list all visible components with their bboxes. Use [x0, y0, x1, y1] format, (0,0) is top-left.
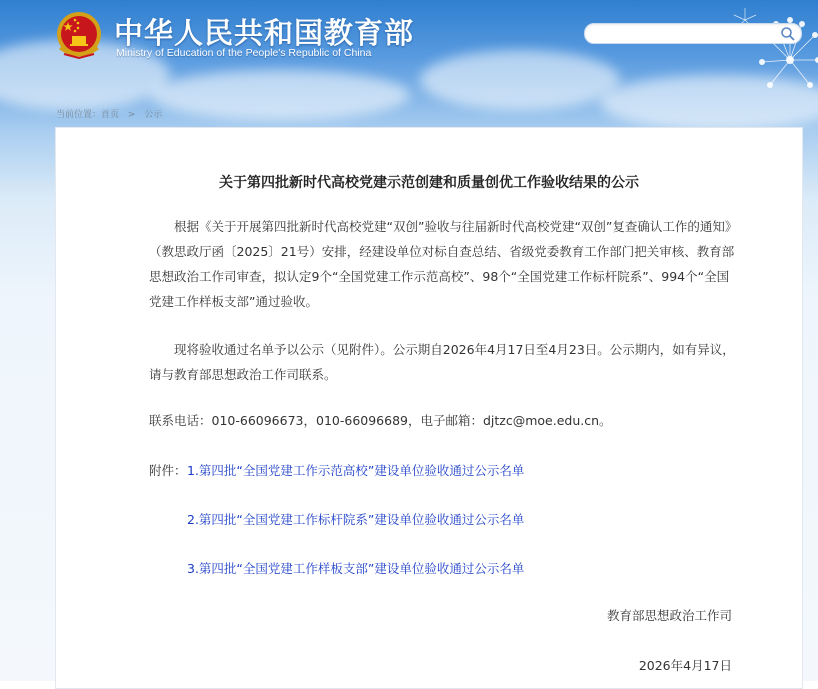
issuing-department: 教育部思想政治工作司 — [606, 608, 732, 623]
breadcrumb-home-link[interactable]: 首页 — [101, 110, 120, 120]
attachment-link-3[interactable]: 3.第四批“全国党建工作样板支部”建设单位验收通过公示名单 — [187, 561, 525, 576]
search-input[interactable] — [593, 25, 777, 44]
site-title[interactable]: 中华人民共和国教育部 — [114, 16, 415, 50]
article-paragraph-1: 根据《关于开展第四批新时代高校党建“双创”验收与往届新时代高校党建“双创”复查确认工作的通知》（教思政厅函〔2025〕21号）安排，经建设单位对标自查总结、省级党委教育工作部门把关审核、教育部思想政治工作司审查，拟认定9个“全国党建工作示范高校”、98个“全国党建工作标杆院系”、994个“全国党建工作样板支部”通过验收。 — [149, 219, 735, 309]
attachment-link-2[interactable]: 2.第四批“全国党建工作标杆院系”建设单位验收通过公示名单 — [187, 512, 525, 527]
breadcrumb — [56, 107, 162, 120]
breadcrumb-current-link[interactable]: 公示 — [144, 110, 163, 120]
contact-info: 联系电话：010-66096673，010-66096689，电子邮箱：djtzc@moe.edu.cn。 — [149, 413, 612, 428]
breadcrumb-separator: > — [127, 110, 136, 120]
attachments-label: 附件： — [149, 463, 187, 478]
attachment-link-1[interactable]: 1.第四批“全国党建工作示范高校”建设单位验收通过公示名单 — [187, 463, 525, 478]
search-icon[interactable] — [780, 26, 795, 41]
site-subtitle: Ministry of Education of the People's Republic of China — [116, 47, 372, 59]
article-paragraph-2: 现将验收通过名单予以公示（见附件）。公示期自2026年4月17日至4月23日。公示期内，如有异议，请与教育部思想政治工作司联系。 — [149, 342, 735, 382]
search-box — [584, 23, 802, 44]
breadcrumb-prefix: 当前位置： — [56, 110, 102, 120]
article-title: 关于第四批新时代高校党建示范创建和质量创优工作验收结果的公示 — [219, 175, 639, 191]
article-card — [55, 127, 803, 689]
issue-date: 2026年4月17日 — [638, 658, 732, 673]
site-header — [0, 0, 818, 100]
national-emblem-icon[interactable] — [54, 10, 104, 62]
